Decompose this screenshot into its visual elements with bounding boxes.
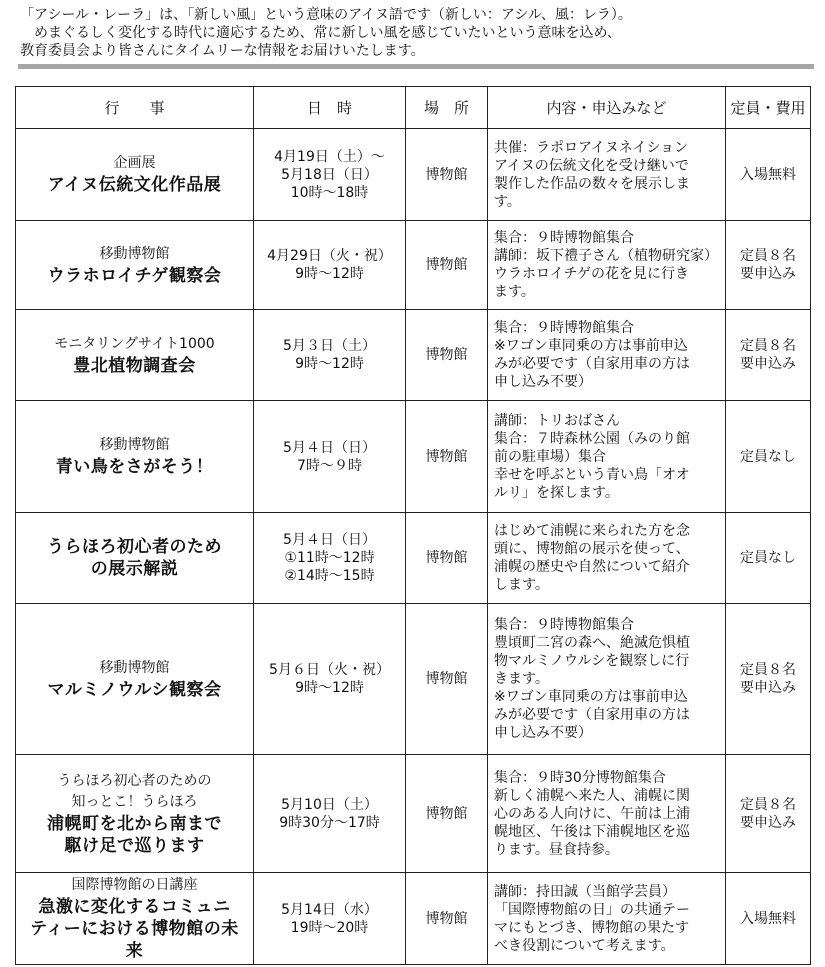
fee-line: 入場無料: [740, 910, 796, 927]
content-cell: [488, 310, 726, 401]
date-line: 5月３日（土）: [283, 338, 376, 354]
content-line: 幸せを呼ぶという青い鳥「オオ: [494, 466, 690, 483]
content-line: 集合：７時森林公園（みのり館: [494, 430, 690, 447]
place-cell: [406, 513, 488, 604]
event-title: 浦幌町を北から南まで: [47, 813, 222, 834]
intro-line: 教育委員会より皆さんにタイムリーな情報をお届けいたします。: [20, 43, 425, 59]
date-line: 4月19日（土）～: [274, 148, 385, 165]
date-line: 10時～18時: [290, 184, 369, 201]
date-cell: [254, 129, 406, 221]
date-line: 9時～12時: [295, 266, 364, 282]
content-cell: [488, 513, 726, 604]
event-title: ティーにおける博物館の未来: [30, 919, 239, 961]
content-line: ルリ」を探します。: [494, 484, 619, 501]
date-cell: [254, 604, 406, 755]
date-cell: [254, 755, 406, 873]
content-line: 集合：９時博物館集合: [494, 617, 634, 633]
content-line: す。: [494, 193, 521, 210]
header-place: 場 所: [406, 87, 488, 129]
fee-line: 要申込み: [740, 266, 796, 282]
content-line: します。: [494, 577, 549, 593]
content-line: はじめて浦幌に来られた方を念: [494, 523, 690, 539]
date-cell: [254, 401, 406, 513]
event-category: 移動博物館: [99, 245, 170, 262]
content-line: 浦幌の歴史や自然について紹介: [494, 559, 690, 575]
event-category: 企画展: [113, 155, 156, 171]
fee-line: 定員８名: [740, 796, 796, 813]
table-header-row: [16, 87, 811, 129]
content-line: 講師：トリおばさん: [494, 412, 620, 429]
date-cell: [254, 221, 406, 310]
content-line: 申し込み不要）: [494, 725, 592, 741]
table-row: [16, 401, 811, 513]
content-line: 幌地区、午後は下浦幌地区を巡: [494, 823, 690, 840]
content-line: ※ワゴン車同乗の方は事前申込: [494, 338, 688, 354]
date-line: 9時～12時: [295, 680, 364, 696]
event-cell: [16, 873, 254, 965]
content-line: 新しく浦幌へ来た人、浦幌に関: [494, 787, 690, 804]
fee-line: 定員８名: [740, 662, 796, 678]
content-line: ります。昼食持参。: [494, 841, 619, 858]
content-line: 「国際博物館の日」の共通テー: [494, 901, 690, 918]
event-title: ウラホロイチゲ観察会: [47, 265, 222, 286]
content-line: 集合：９時30分博物館集合: [494, 769, 666, 786]
event-title: 豊北植物調査会: [73, 355, 196, 376]
date-line: 5月４日（日）: [283, 439, 376, 456]
content-line: 物マルミノウルシを観察しに行: [494, 653, 690, 669]
fee-cell: [726, 129, 811, 221]
content-line: みが必要です（自家用車の方は: [494, 707, 690, 723]
table-row: [16, 513, 811, 604]
date-cell: [254, 513, 406, 604]
event-title: 急激に変化するコミュニ: [38, 897, 231, 917]
fee-line: 定員なし: [740, 448, 796, 465]
place-text: 博物館: [425, 347, 468, 363]
place-cell: [406, 873, 488, 965]
place-text: 博物館: [425, 550, 468, 566]
date-line: ②14時～15時: [284, 568, 375, 584]
table-row: [16, 873, 811, 965]
place-cell: [406, 401, 488, 513]
fee-line: 要申込み: [740, 680, 796, 696]
place-cell: [406, 129, 488, 221]
content-line: 頭に、博物館の展示を使って、: [494, 541, 690, 557]
divider-rule: [18, 64, 814, 69]
event-cell: [16, 401, 254, 513]
header-fee: 定員・費用: [726, 87, 811, 129]
intro-text: [20, 6, 810, 60]
table-row: [16, 755, 811, 873]
content-cell: [488, 604, 726, 755]
place-cell: [406, 310, 488, 401]
event-title: 青い鳥をさがそう！: [55, 457, 214, 477]
event-category: 移動博物館: [99, 437, 170, 453]
date-line: 5月６日（火・祝）: [269, 662, 390, 678]
date-line: 5月18日（日）: [281, 166, 378, 183]
event-title: アイヌ伝統文化作品展: [47, 175, 222, 195]
fee-line: 要申込み: [740, 356, 796, 372]
event-cell: [16, 513, 254, 604]
content-line: 共催：ラポロアイヌネイション: [494, 139, 689, 156]
fee-line: 定員８名: [740, 338, 796, 354]
event-category: モニタリングサイト1000: [54, 335, 215, 352]
place-cell: [406, 221, 488, 310]
content-line: 前の駐車場）集合: [494, 448, 606, 465]
content-cell: [488, 129, 726, 221]
place-text: 博物館: [425, 257, 468, 273]
date-line: 9時30分～17時: [279, 814, 380, 831]
place-text: 博物館: [425, 671, 468, 687]
fee-line: 要申込み: [740, 814, 796, 831]
content-cell: [488, 873, 726, 965]
event-category: 国際博物館の日講座: [71, 877, 198, 893]
fee-line: 定員なし: [740, 550, 796, 566]
fee-cell: [726, 513, 811, 604]
content-line: 製作した作品の数々を展示しま: [494, 175, 690, 192]
table-row: [16, 129, 811, 221]
event-title: 駆け足で巡ります: [64, 835, 205, 856]
place-cell: [406, 755, 488, 873]
event-category: 知っとこ！うらほろ: [71, 793, 198, 810]
event-cell: [16, 604, 254, 755]
content-line: みが必要です（自家用車の方は: [494, 356, 690, 372]
fee-cell: [726, 604, 811, 755]
content-line: 講師：持田誠（当館学芸員）: [494, 883, 676, 900]
intro-line: めまぐるしく変化する時代に適応するため、常に新しい風を感じていたいという意味を込め、: [20, 25, 621, 41]
fee-line: 入場無料: [740, 166, 796, 183]
date-line: ①11時～12時: [284, 550, 375, 566]
content-line: 集合：９時博物館集合: [494, 320, 634, 336]
fee-cell: [726, 873, 811, 965]
content-line: べき役割について考えます。: [494, 937, 675, 954]
content-cell: [488, 755, 726, 873]
content-line: きます。: [494, 671, 549, 687]
date-line: 5月14日（水）: [281, 901, 378, 918]
table-row: [16, 604, 811, 755]
header-date: 日 時: [254, 87, 406, 129]
events-table: [15, 86, 811, 965]
date-line: 9時～12時: [295, 356, 364, 372]
event-title: の展示解説: [90, 559, 179, 579]
date-line: 5月４日（日）: [283, 532, 376, 548]
place-cell: [406, 604, 488, 755]
date-line: 4月29日（火・祝）: [267, 248, 392, 264]
date-line: 7時～９時: [297, 457, 362, 474]
event-cell: [16, 755, 254, 873]
content-cell: [488, 221, 726, 310]
content-line: 講師：坂下禮子さん（植物研究家）: [494, 248, 718, 264]
place-text: 博物館: [425, 448, 468, 465]
content-line: 集合：９時博物館集合: [494, 230, 634, 246]
event-title: マルミノウルシ観察会: [47, 679, 222, 700]
content-cell: [488, 401, 726, 513]
event-category: うらほろ初心者のための: [57, 772, 212, 789]
content-line: 豊頃町二宮の森へ、絶滅危惧植: [494, 635, 690, 651]
fee-cell: [726, 401, 811, 513]
table-row: [16, 310, 811, 401]
content-line: ウラホロイチゲの花を見に行き: [494, 266, 690, 282]
date-line: 19時～20時: [290, 919, 369, 936]
event-cell: [16, 221, 254, 310]
date-cell: [254, 310, 406, 401]
event-title: うらほろ初心者のため: [47, 537, 222, 557]
content-line: 心のある人向けに、午前は上浦: [494, 805, 690, 822]
content-line: 申し込み不要）: [494, 374, 592, 390]
fee-line: 定員８名: [740, 248, 796, 264]
fee-cell: [726, 221, 811, 310]
event-category: 移動博物館: [99, 659, 170, 676]
date-cell: [254, 873, 406, 965]
content-line: ます。: [494, 284, 535, 300]
place-text: 博物館: [425, 910, 468, 927]
fee-cell: [726, 755, 811, 873]
content-line: ※ワゴン車同乗の方は事前申込: [494, 689, 688, 705]
table-row: [16, 221, 811, 310]
event-cell: [16, 310, 254, 401]
intro-line: 「アシール・レーラ」は、「新しい風」という意味のアイヌ語です（新しい：アシル、風：レラ）。: [20, 7, 632, 23]
fee-cell: [726, 310, 811, 401]
date-line: 5月10日（土）: [281, 796, 378, 813]
header-event: 行 事: [16, 87, 254, 129]
content-line: アイヌの伝統文化を受け継いで: [494, 157, 689, 174]
header-content: 内容・申込みなど: [488, 87, 726, 129]
place-text: 博物館: [425, 166, 468, 183]
event-cell: [16, 129, 254, 221]
place-text: 博物館: [425, 805, 468, 822]
content-line: マにもとづき、博物館の果たす: [494, 919, 690, 936]
